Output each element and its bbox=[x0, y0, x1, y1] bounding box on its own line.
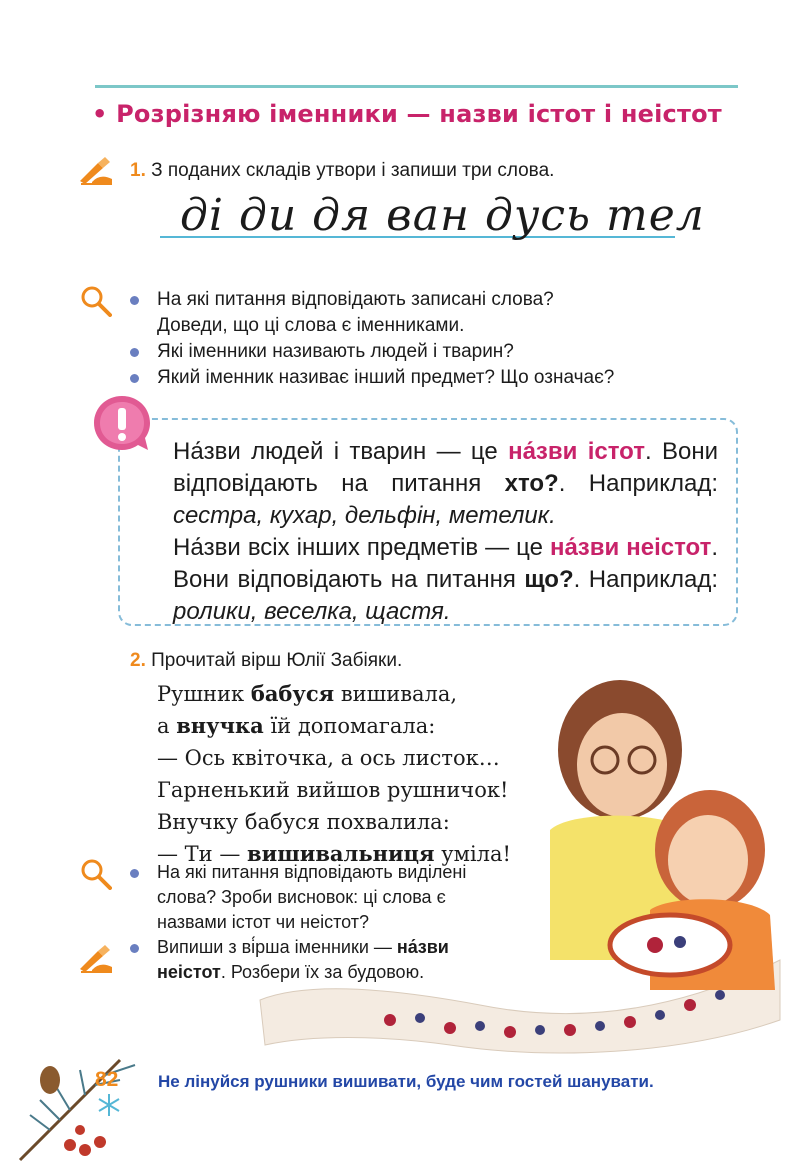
syllables-cursive: ді ди дя ван дусь тел bbox=[180, 190, 705, 241]
write-hand-icon bbox=[78, 155, 114, 185]
search-icon bbox=[80, 285, 112, 317]
task1-instruction: 1. З поданих складів утвори і запиши три слова. bbox=[130, 160, 555, 181]
question-text: неістот. Розбери їх за будовою. bbox=[157, 962, 425, 982]
write-hand-icon bbox=[78, 943, 114, 973]
search-icon bbox=[80, 858, 112, 890]
page-number: 82 bbox=[95, 1068, 119, 1091]
question-text: Випиши з ві́рша іменники — на́зви bbox=[157, 937, 449, 957]
question-text: Доведи, що ці слова є іменниками. bbox=[157, 315, 465, 336]
bullet bbox=[130, 296, 139, 305]
poem-line: Гарненький вийшов рушничок! bbox=[157, 778, 509, 802]
pine-branch-icon bbox=[10, 1030, 150, 1165]
question-text: На які питання відповідають записані слова? bbox=[157, 289, 554, 310]
top-rule bbox=[95, 85, 738, 88]
bullet bbox=[130, 348, 139, 357]
bullet bbox=[130, 374, 139, 383]
task2-instruction: 2. Прочитай вірш Юлії Забіяки. bbox=[130, 650, 403, 671]
section-title: • Розрізняю іменники — назви істот і неістот bbox=[92, 100, 722, 128]
question-text: Які іменники називають людей і тварин? bbox=[157, 341, 514, 362]
questions-list-2 bbox=[130, 860, 466, 985]
poem-line: Внучку бабуся похвалила: bbox=[157, 810, 450, 834]
poem-line: а внучка їй допомагала: bbox=[157, 713, 436, 738]
poem-line: — Ось квіточка, а ось листок… bbox=[157, 746, 500, 770]
bullet bbox=[130, 944, 139, 953]
poem bbox=[157, 678, 511, 870]
question-text: Який іменник називає інший предмет? Що означає? bbox=[157, 367, 615, 388]
snowflake-icon bbox=[96, 1092, 122, 1118]
question-text: слова? Зроби висновок: ці слова є bbox=[157, 887, 446, 907]
question-text: назвами істот чи неістот? bbox=[157, 912, 370, 932]
questions-list-1 bbox=[130, 287, 614, 391]
rule-text: На́зви людей і тварин — це на́зви істот. Вони відповідають на питання хто?. Наприклад: сестра, кухар, дельфін, метелик. На́зви всіх інших предметів — це на́зви неістот. Вони відповідають на питання що?. Наприклад: ролики, веселка, щастя. bbox=[173, 438, 719, 625]
question-text: На які питання відповідають виділені bbox=[157, 862, 467, 882]
exclamation-icon bbox=[90, 392, 154, 456]
poem-line: Рушник бабуся вишивала, bbox=[157, 681, 458, 706]
bullet bbox=[130, 869, 139, 878]
poem-line: — Ти — вишивальниця уміла! bbox=[157, 841, 511, 866]
footer-proverb: Не лінуйся рушники вишивати, буде чим гостей шанувати. bbox=[158, 1072, 654, 1091]
